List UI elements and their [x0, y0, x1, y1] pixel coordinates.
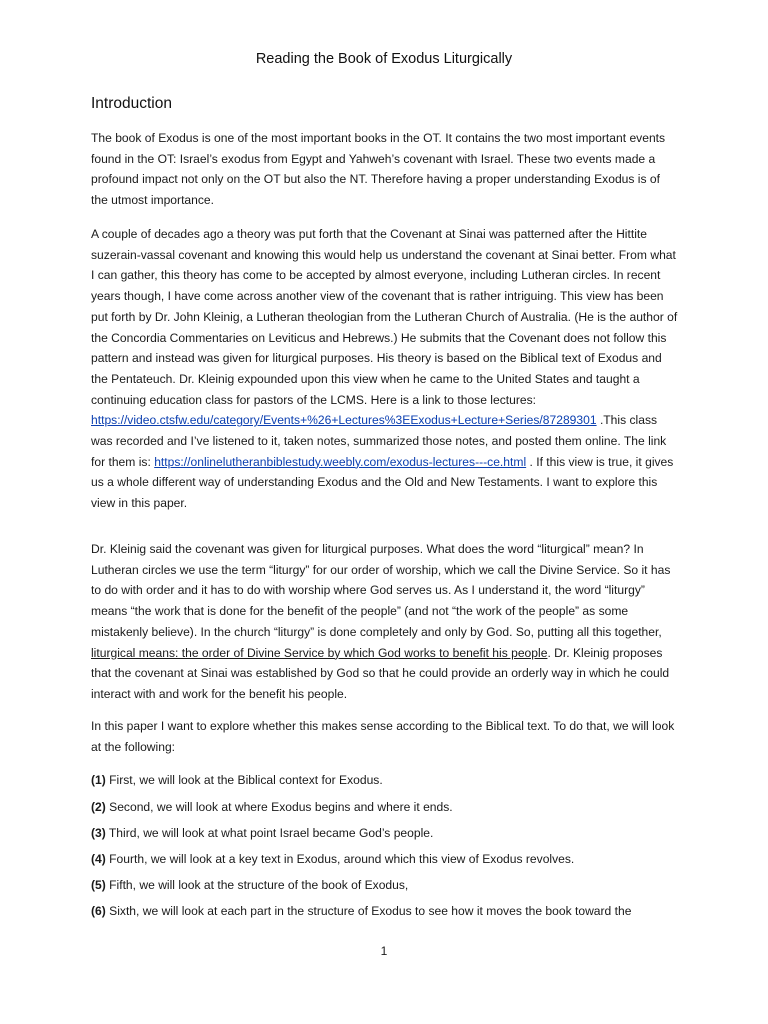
list-item: [91, 875, 408, 895]
list-item-number: (5): [91, 878, 106, 892]
list-item-number: (1): [91, 773, 106, 787]
list-item: [91, 849, 574, 869]
paragraph-2-text-c: . If this view is true, it gives us a whole different way of understanding Exodus and the Old and New Testaments. I want to explore this view in this paper.: [91, 454, 674, 511]
paragraph-4: [91, 716, 679, 757]
paragraph-2-text-a: A couple of decades ago a theory was put forth that the Covenant at Sinai was patterned after the Hittite suzerain-vassal covenant and knowing this would help us understand the covenant at Sinai better. From what I can gather, this theory has come to be accepted by almost everyone, including Lutheran circles. In recent years though, I have come across another view of the covenant that is rather intriguing. This view has been put forth by Dr. John Kleinig, a Lutheran theologian from the Lutheran Church of Australia. (He is the author of the Concordia Commentaries on Leviticus and Hebrews.) He submits that the Covenant does not follow this pattern and instead was given for liturgical purposes. His theory is based on the Biblical text of Exodus and the Pentateuch. Dr. Kleinig expounded upon this view when he came to the United States and taught a continuing education class for pastors of the LCMS. Here is a link to those lectures:: [91, 227, 678, 407]
list-item: [91, 901, 631, 921]
paragraph-4-text: In this paper I want to explore whether this makes sense according to the Biblical text. To do that, we will look at the following:: [91, 719, 675, 754]
list-item-text: Sixth, we will look at each part in the structure of Exodus to see how it moves the book toward the: [105, 904, 632, 918]
list-item-text: Fourth, we will look at a key text in Exodus, around which this view of Exodus revolves.: [105, 852, 575, 866]
paragraph-2-text-b: .This class was recorded and I’ve listened to it, taken notes, summarized those notes, and posted them online. The link for them is:: [91, 413, 667, 469]
list-item: [91, 797, 453, 817]
liturgical-definition: liturgical means: the order of Divine Service by which God works to benefit his people: [91, 645, 548, 660]
paragraph-1: [91, 128, 679, 211]
paragraph-3-text-a: Dr. Kleinig said the covenant was given for liturgical purposes. What does the word “liturgical” mean? In Lutheran circles we use the term “liturgy” for our order of worship, which we call the Divine Service. So it has to do with order and it has to do with worship where God serves us. As I understand it, the word “liturgy” means “the work that is done for the benefit of the people” (and not “the work of the people” as some mistakenly believe). In the church “liturgy” is done completely and only by God. So, putting all this together,: [91, 542, 671, 639]
paragraph-1-text: The book of Exodus is one of the most important books in the OT. It contains the two most important events found in the OT: Israel’s exodus from Egypt and Yahweh’s covenant with Israel. These two events made a profound impact not only on the OT but also the NT. Therefore having a proper understanding Exodus is of the utmost importance.: [91, 131, 666, 208]
page-number: 1: [380, 944, 388, 958]
list-item-text: Second, we will look at where Exodus begins and where it ends.: [105, 800, 453, 814]
paragraph-3: [91, 539, 679, 705]
section-heading-introduction: Introduction: [91, 95, 172, 112]
list-item: [91, 770, 383, 790]
list-item: [91, 823, 433, 843]
lecture-notes-link[interactable]: https://onlinelutheranbiblestudy.weebly.com/exodus-lectures---ce.html: [154, 454, 527, 469]
list-item-number: (4): [91, 852, 106, 866]
paragraph-3-text-b: . Dr. Kleinig proposes that the covenant at Sinai was established by God so that he could provide an orderly way in which he could interact with and work for the benefit his people.: [91, 645, 670, 701]
lectures-video-link[interactable]: https://video.ctsfw.edu/category/Events+%26+Lectures%3EExodus+Lecture+Series/87289301: [91, 413, 597, 428]
list-item-text: First, we will look at the Biblical context for Exodus.: [105, 773, 383, 787]
paragraph-2: [91, 224, 679, 514]
list-item-number: (3): [91, 826, 106, 840]
document-title: Reading the Book of Exodus Liturgically: [255, 51, 513, 67]
list-item-text: Third, we will look at what point Israel became God’s people.: [105, 826, 434, 840]
list-item-number: (6): [91, 904, 106, 918]
list-item-text: Fifth, we will look at the structure of the book of Exodus,: [105, 878, 409, 892]
list-item-number: (2): [91, 800, 106, 814]
